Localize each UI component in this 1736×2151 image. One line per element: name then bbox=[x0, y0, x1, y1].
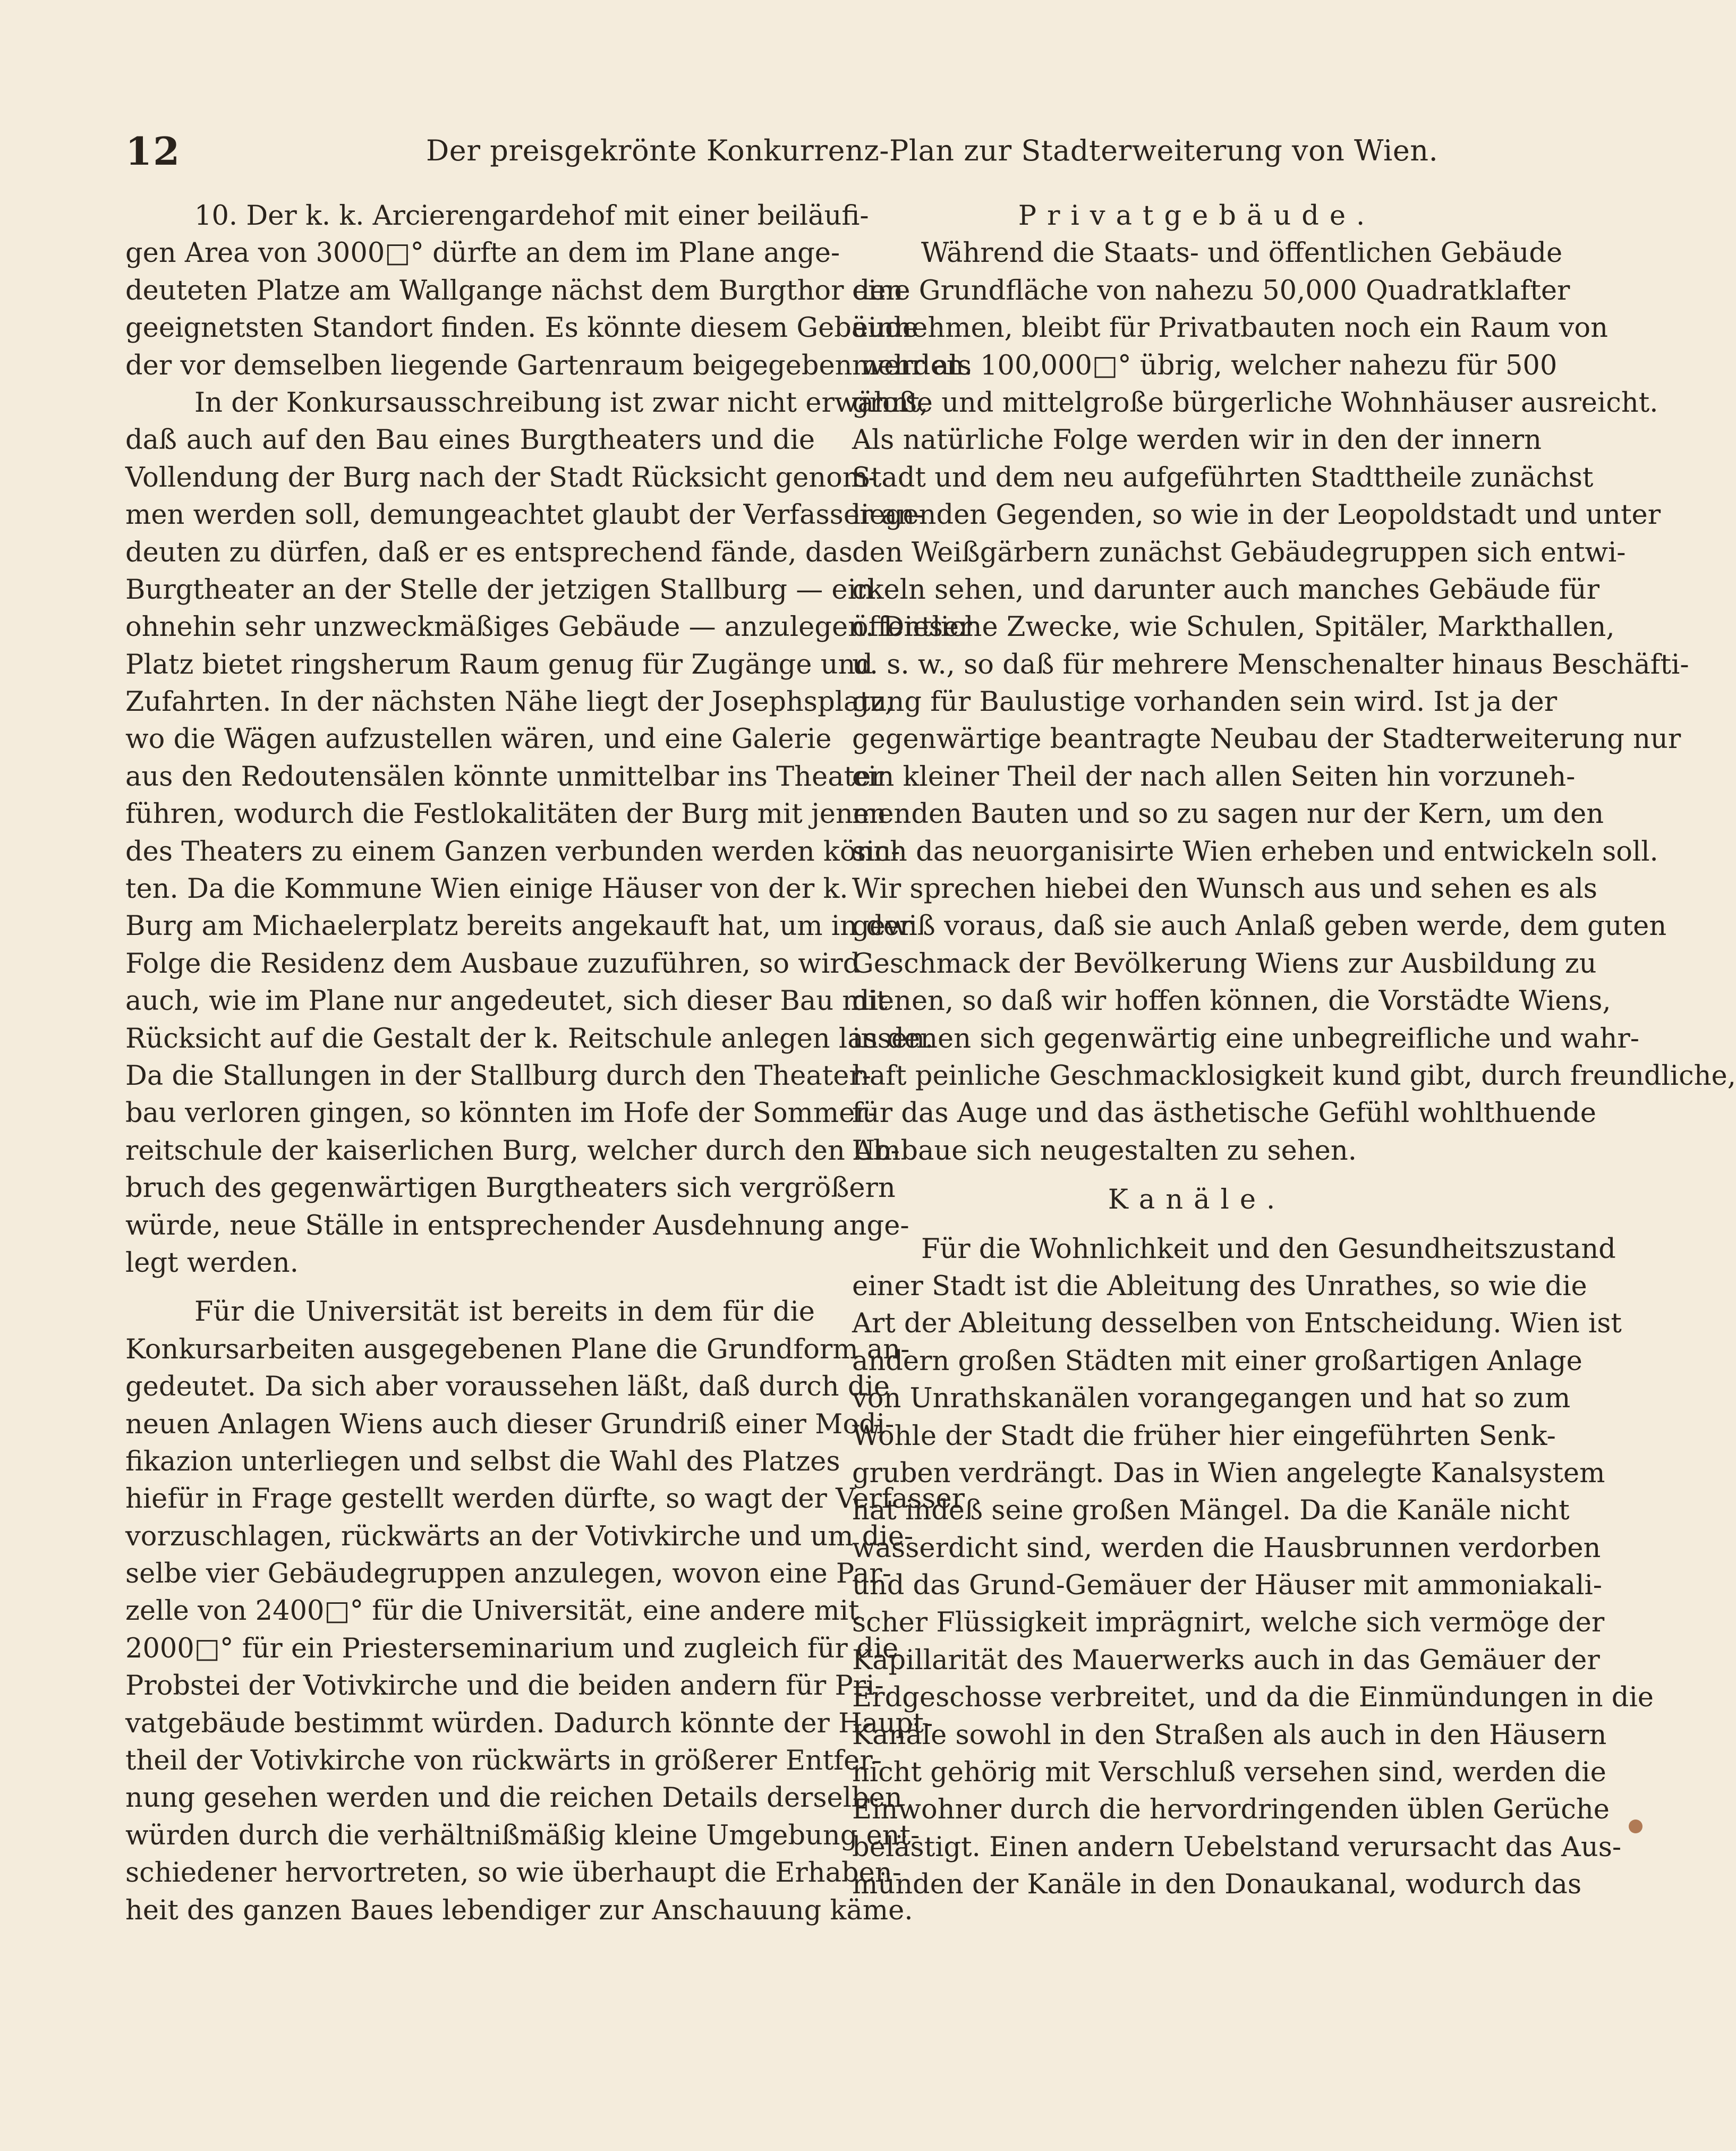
text-line: Art der Ableitung desselben von Entscheidung. Wien ist bbox=[852, 1308, 1622, 1340]
text-line: schiedener hervortreten, so wie überhaupt die Erhaben- bbox=[125, 1857, 901, 1889]
text-line: hiefür in Frage gestellt werden dürfte, so wagt der Verfasser bbox=[125, 1483, 965, 1515]
section-heading-canals: Kanäle. bbox=[1108, 1184, 1286, 1216]
text-line: Burg am Michaelerplatz bereits angekauft hat, um in der bbox=[125, 911, 913, 942]
text-line: hat indeß seine großen Mängel. Da die Kanäle nicht bbox=[852, 1495, 1570, 1527]
text-line: geeignetsten Standort finden. Es könnte diesem Gebäude bbox=[125, 312, 918, 344]
text-line: u. s. w., so daß für mehrere Menschenalter hinaus Beschäfti- bbox=[852, 649, 1689, 681]
text-line: auch, wie im Plane nur angedeutet, sich dieser Bau mit bbox=[125, 985, 888, 1017]
text-line: sich das neuorganisirte Wien erheben und entwickeln soll. bbox=[852, 836, 1658, 868]
text-line: Platz bietet ringsherum Raum genug für Zugänge und bbox=[125, 649, 873, 681]
text-line: Konkursarbeiten ausgegebenen Plane die Grundform an- bbox=[125, 1333, 910, 1365]
text-line: gewiß voraus, daß sie auch Anlaß geben werde, dem guten bbox=[852, 911, 1667, 942]
text-line: selbe vier Gebäudegruppen anzulegen, wovon eine Par- bbox=[125, 1558, 891, 1590]
text-line: ten. Da die Kommune Wien einige Häuser von der k. bbox=[125, 873, 848, 905]
text-line: Umbaue sich neugestalten zu sehen. bbox=[852, 1135, 1357, 1167]
text-line: ein kleiner Theil der nach allen Seiten hin vorzuneh- bbox=[852, 761, 1576, 793]
text-line: große und mittelgroße bürgerliche Wohnhäuser ausreicht. bbox=[852, 387, 1658, 419]
text-line: Kapillarität des Mauerwerks auch in das Gemäuer der bbox=[852, 1644, 1600, 1676]
text-line: Rücksicht auf die Gestalt der k. Reitschule anlegen lassen. bbox=[125, 1023, 934, 1055]
text-line: belästigt. Einen andern Uebelstand verursacht das Aus- bbox=[852, 1831, 1622, 1863]
text-line: Stadt und dem neu aufgeführten Stadttheile zunächst bbox=[852, 462, 1594, 494]
text-line: heit des ganzen Baues lebendiger zur Anschauung käme. bbox=[125, 1894, 913, 1926]
text-line: einer Stadt ist die Ableitung des Unrathes, so wie die bbox=[852, 1270, 1587, 1302]
text-line: münden der Kanäle in den Donaukanal, wodurch das bbox=[852, 1869, 1582, 1901]
text-line: führen, wodurch die Festlokalitäten der Burg mit jenen bbox=[125, 798, 887, 830]
text-line: neuen Anlagen Wiens auch dieser Grundriß einer Modi- bbox=[125, 1408, 895, 1440]
text-line: menden Bauten und so zu sagen nur der Kern, um den bbox=[852, 798, 1604, 830]
text-line: reitschule der kaiserlichen Burg, welcher durch den Ab- bbox=[125, 1135, 900, 1167]
text-line: gen Area von 3000□° dürfte an dem im Plane ange- bbox=[125, 237, 840, 269]
text-line: deuten zu dürfen, daß er es entsprechend fände, das bbox=[125, 537, 853, 568]
text-line: Folge die Residenz dem Ausbaue zuzuführen, so wird bbox=[125, 948, 861, 980]
text-line: Für die Universität ist bereits in dem für die bbox=[194, 1296, 815, 1328]
text-line: Da die Stallungen in der Stallburg durch den Theater- bbox=[125, 1060, 871, 1092]
text-line: daß auch auf den Bau eines Burgtheaters und die bbox=[125, 424, 815, 456]
text-line: und das Grund-Gemäuer der Häuser mit ammoniakali- bbox=[852, 1570, 1603, 1602]
text-line: Geschmack der Bevölkerung Wiens zur Ausbildung zu bbox=[852, 948, 1597, 980]
text-line: Probstei der Votivkirche und die beiden andern für Pri- bbox=[125, 1670, 884, 1702]
text-line: in denen sich gegenwärtig eine unbegreifliche und wahr- bbox=[852, 1023, 1639, 1055]
text-line: men werden soll, demungeachtet glaubt der Verfasser an- bbox=[125, 499, 924, 531]
text-line: Wohle der Stadt die früher hier eingeführten Senk- bbox=[852, 1420, 1556, 1452]
left-column bbox=[125, 198, 973, 1929]
text-line: In der Konkursausschreibung ist zwar nicht erwähnt, bbox=[194, 387, 929, 419]
text-line: Wir sprechen hiebei den Wunsch aus und sehen es als bbox=[852, 873, 1597, 905]
text-line: Für die Wohnlichkeit und den Gesundheitszustand bbox=[921, 1233, 1616, 1265]
text-line: gedeutet. Da sich aber voraussehen läßt, daß durch die bbox=[125, 1371, 890, 1403]
text-line: bau verloren gingen, so könnten im Hofe der Sommer- bbox=[125, 1098, 878, 1129]
section-heading-private-buildings: Privatgebäude. bbox=[1018, 200, 1376, 232]
right-column bbox=[852, 198, 1736, 1904]
text-line: Als natürliche Folge werden wir in den der innern bbox=[852, 424, 1542, 456]
text-line: aus den Redoutensälen könnte unmittelbar ins Theater bbox=[125, 761, 884, 793]
text-line: scher Flüssigkeit imprägnirt, welche sich vermöge der bbox=[852, 1607, 1605, 1639]
text-line: haft peinliche Geschmacklosigkeit kund gibt, durch freundliche, bbox=[852, 1060, 1736, 1092]
text-line: liegenden Gegenden, so wie in der Leopoldstadt und unter bbox=[852, 499, 1661, 531]
text-line: 10. Der k. k. Arcierengardehof mit einer beiläufi- bbox=[194, 200, 869, 232]
text-line: Während die Staats- und öffentlichen Gebäude bbox=[921, 237, 1563, 269]
text-line: von Unrathskanälen vorangegangen und hat so zum bbox=[852, 1383, 1571, 1415]
text-line: vatgebäude bestimmt würden. Dadurch könnte der Haupt- bbox=[125, 1707, 933, 1739]
text-line: zelle von 2400□° für die Universität, eine andere mit bbox=[125, 1595, 860, 1627]
text-line: Zufahrten. In der nächsten Nähe liegt der Josephsplatz, bbox=[125, 686, 893, 718]
text-line: einnehmen, bleibt für Privatbauten noch ein Raum von bbox=[852, 312, 1608, 344]
running-title: Der preisgekrönte Konkurrenz-Plan zur Stadterweiterung von Wien. bbox=[426, 134, 1439, 167]
text-line: wasserdicht sind, werden die Hausbrunnen verdorben bbox=[852, 1532, 1601, 1564]
text-line: gegenwärtige beantragte Neubau der Stadterweiterung nur bbox=[852, 724, 1681, 755]
text-line: Erdgeschosse verbreitet, und da die Einmündungen in die bbox=[852, 1682, 1654, 1714]
page-number: 12 bbox=[125, 129, 181, 174]
text-line: deuteten Platze am Wallgange nächst dem Burgthor den bbox=[125, 275, 904, 307]
text-line: dienen, so daß wir hoffen können, die Vorstädte Wiens, bbox=[852, 985, 1611, 1017]
text-line: vorzuschlagen, rückwärts an der Votivkirche und um die- bbox=[125, 1520, 914, 1552]
text-line: Burgtheater an der Stelle der jetzigen Stallburg — ein bbox=[125, 574, 874, 606]
text-line: für das Auge und das ästhetische Gefühl wohlthuende bbox=[852, 1098, 1596, 1129]
text-line: wo die Wägen aufzustellen wären, und eine Galerie bbox=[125, 724, 832, 755]
text-line: gung für Baulustige vorhanden sein wird. Ist ja der bbox=[852, 686, 1558, 718]
text-line: legt werden. bbox=[125, 1247, 299, 1279]
text-line: eine Grundfläche von nahezu 50,000 Quadratklafter bbox=[852, 275, 1570, 307]
text-line: nung gesehen werden und die reichen Details derselben bbox=[125, 1782, 903, 1814]
text-line: des Theaters zu einem Ganzen verbunden werden könn- bbox=[125, 836, 900, 868]
text-line: gruben verdrängt. Das in Wien angelegte Kanalsystem bbox=[852, 1457, 1605, 1489]
text-line: ckeln sehen, und darunter auch manches Gebäude für bbox=[852, 574, 1600, 606]
text-line: ohnehin sehr unzweckmäßiges Gebäude — anzulegen. Dieser bbox=[125, 611, 972, 643]
text-line: Kanäle sowohl in den Straßen als auch in den Häusern bbox=[852, 1719, 1607, 1751]
text-line: fikazion unterliegen und selbst die Wahl des Platzes bbox=[125, 1446, 840, 1477]
page-mark-dot bbox=[1629, 1820, 1643, 1833]
text-line: öffentliche Zwecke, wie Schulen, Spitäler, Markthallen, bbox=[852, 611, 1615, 643]
text-line: bruch des gegenwärtigen Burgtheaters sich vergrößern bbox=[125, 1172, 896, 1204]
text-line: Vollendung der Burg nach der Stadt Rücksicht genom- bbox=[125, 462, 878, 494]
text-line: nicht gehörig mit Verschluß versehen sind, werden die bbox=[852, 1757, 1606, 1789]
text-line: würde, neue Ställe in entsprechender Ausdehnung ange- bbox=[125, 1210, 909, 1242]
text-line: würden durch die verhältnißmäßig kleine Umgebung ent- bbox=[125, 1820, 920, 1851]
text-line: mehr als 100,000□° übrig, welcher nahezu für 500 bbox=[852, 350, 1558, 381]
text-line: andern großen Städten mit einer großartigen Anlage bbox=[852, 1345, 1582, 1377]
text-line: den Weißgärbern zunächst Gebäudegruppen sich entwi- bbox=[852, 537, 1626, 568]
text-line: 2000□° für ein Priesterseminarium und zugleich für die bbox=[125, 1633, 899, 1664]
text-line: theil der Votivkirche von rückwärts in größerer Entfer- bbox=[125, 1745, 882, 1777]
text-line: der vor demselben liegende Gartenraum beigegeben werden. bbox=[125, 350, 973, 381]
text-line: Einwohner durch die hervordringenden üblen Gerüche bbox=[852, 1794, 1610, 1826]
